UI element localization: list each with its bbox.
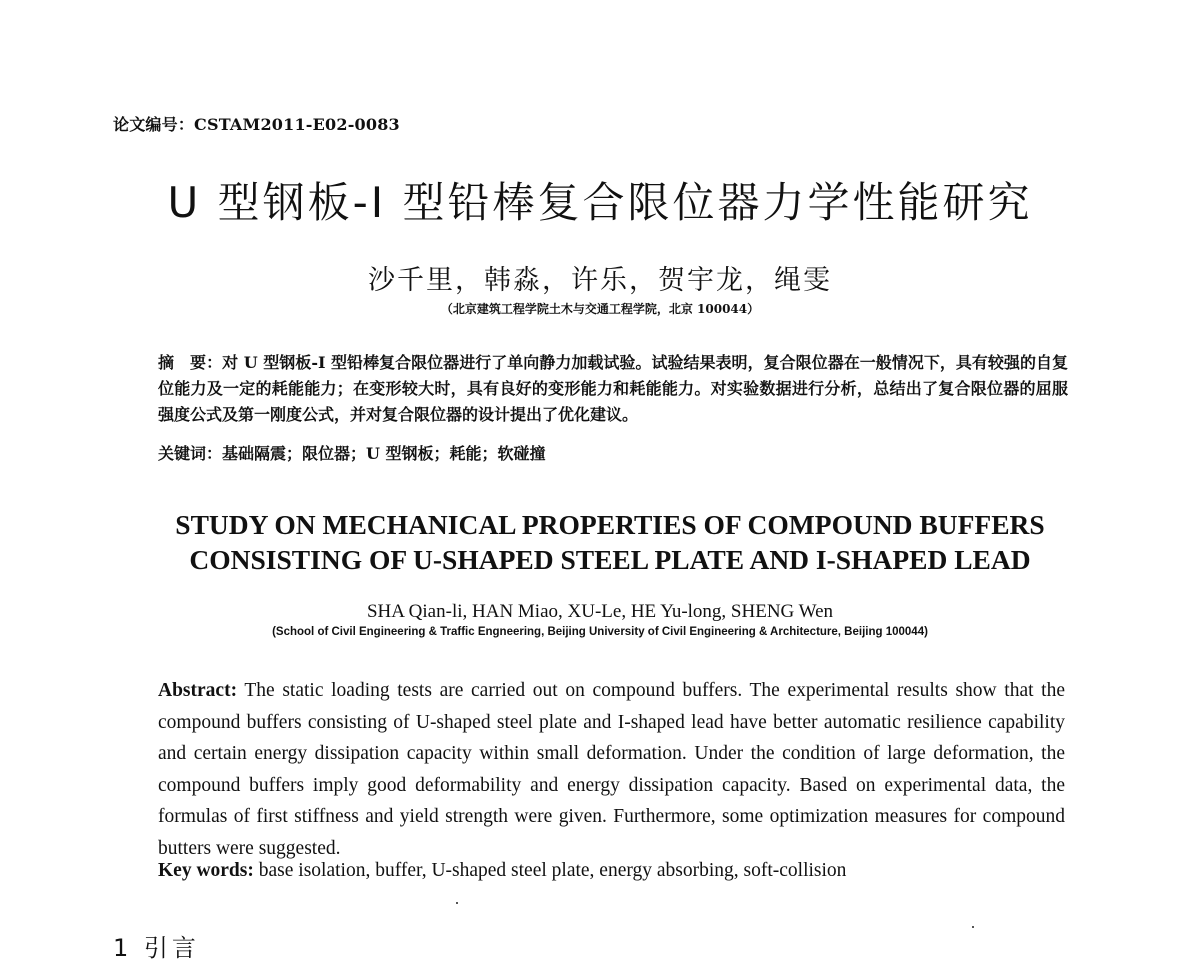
english-abstract-text: The static loading tests are carried out on compound buffers. The experimental results show that the compound buffers consisting of U-shaped steel plate and I-shaped lead have better automatic resilience capability and certain energy dissipation capacity within small deformation. Under the condition of large deformation, the compound buffers imply good deformability and energy dissipation capacity. Based on experimental data, the formulas of first stiffness and yield strength were given. Furthermore, some optimization measures for compound butters were suggested. (158, 680, 1065, 859)
section-heading (113, 928, 200, 963)
chinese-title: U 型钢板-I 型铅棒复合限位器力学性能研究 (167, 178, 1033, 227)
paper-id-label: 论文编号 (113, 115, 178, 134)
chinese-abstract-text: 对 U 型钢板-I 型铅棒复合限位器进行了单向静力加载试验。试验结果表明，复合限位器在一般情况下，具有较强的自复位能力及一定的耗能能力；在变形较大时，具有良好的变形能力和耗能能力。对实验数据进行分析，总结出了复合限位器的屈服强度公式及第一刚度公式，并对复合限位器的设计提出了优化建议。 (158, 353, 1068, 424)
scan-speck (972, 926, 974, 928)
chinese-keywords (158, 441, 1068, 464)
paper-id-colon: ： (177, 115, 195, 134)
english-abstract-label: Abstract: (158, 680, 238, 701)
english-title-line1: STUDY ON MECHANICAL PROPERTIES OF COMPOUND BUFFERS (175, 509, 1045, 540)
english-keywords (158, 860, 1065, 882)
chinese-keywords-text: 基础隔震；限位器；U 型钢板；耗能；软碰撞 (222, 444, 546, 463)
section-title: 引言 (143, 934, 200, 962)
english-title-line2: CONSISTING OF U-SHAPED STEEL PLATE AND I-SHAPED LEAD (189, 544, 1031, 575)
chinese-abstract-label: 摘 要： (158, 353, 223, 372)
paper-id (113, 112, 400, 135)
scan-speck (456, 902, 458, 904)
english-authors: SHA Qian-li, HAN Miao, XU-Le, HE Yu-long, SHENG Wen (366, 601, 834, 622)
english-keywords-label: Key words: (158, 860, 254, 881)
chinese-abstract (158, 350, 1068, 428)
section-number: 1 (113, 934, 133, 962)
english-title (120, 507, 1100, 577)
paper-id-value: CSTAM2011-E02-0083 (194, 115, 400, 134)
chinese-authors: 沙千里，韩淼，许乐，贺宇龙，绳雯 (368, 265, 832, 296)
chinese-affiliation: （北京建筑工程学院土木与交通工程学院，北京 100044） (440, 302, 760, 316)
english-affiliation: (School of Civil Engineering & Traffic Engneering, Beijing University of Civil Engineering & Architecture, Beijing 100044) (272, 626, 928, 638)
english-keywords-text: base isolation, buffer, U-shaped steel plate, energy absorbing, soft-collision (258, 860, 847, 881)
chinese-keywords-label: 关键词： (158, 444, 223, 463)
english-abstract (158, 675, 1065, 864)
